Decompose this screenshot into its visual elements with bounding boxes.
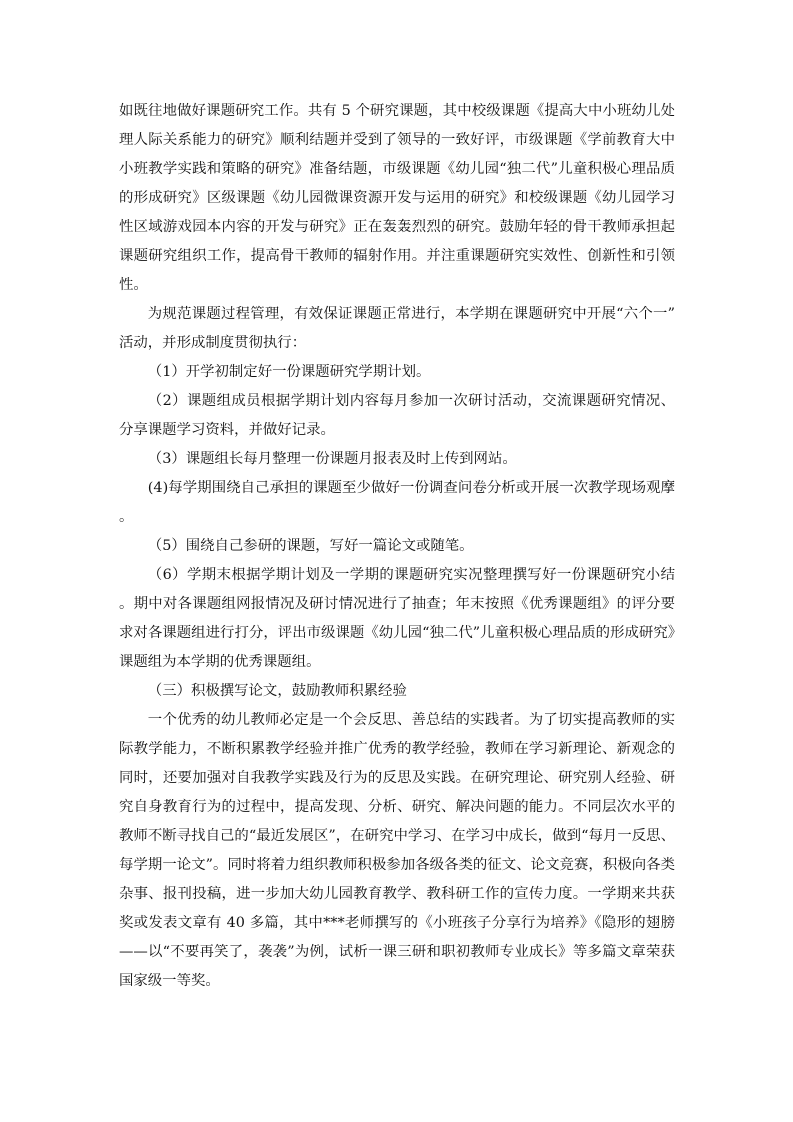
paragraph-six-ones-intro: 为规范课题过程管理，有效保证课题正常进行，本学期在课题研究中开展“六个一”活动，并形成制度贯彻执行： xyxy=(119,306,675,351)
list-item-3: （3）课题组长每月整理一份课题月报表及时上传到网站。 xyxy=(147,451,517,467)
paragraph-research-projects: 如既往地做好课题研究工作。共有 5 个研究课题，其中校级课题《提高大中小班幼儿处理人际关系能力的研究》顺利结题并受到了领导的一致好评，市级课题《学前教育大中小班教学实践和策略的研究》准备结题，市级课题《幼儿园“独二代”儿童积极心理品质的形成研究》区级课题《幼儿园微课资源开发与运用的研究》和校级课题《幼儿园学习性区域游戏园本内容的开发与研究》正在轰轰烈烈的研究。鼓励年轻的骨干教师承担起课题研究组织工作，提高骨干教师的辐射作用。并注重课题研究实效性、创新性和引领性。 xyxy=(119,103,675,293)
list-item-6: （6）学期末根据学期计划及一学期的课题研究实况整理撰写好一份课题研究小结。期中对各课题组网报情况及研讨情况进行了抽查；年末按照《优秀课题组》的评分要求对各课题组进行打分，评出市级课题《幼儿园“独二代”儿童积极心理品质的形成研究》课题组为本学期的优秀课题组。 xyxy=(119,567,675,670)
list-item-4: (4)每学期围绕自己承担的课题至少做好一份调查问卷分析或开展一次教学现场观摩。 xyxy=(119,480,675,525)
section-heading-3: （三）积极撰写论文，鼓励教师积累经验 xyxy=(147,683,407,699)
list-item-1: （1）开学初制定好一份课题研究学期计划。 xyxy=(147,364,431,380)
list-item-2: （2）课题组成员根据学期计划内容每月参加一次研讨活动，交流课题研究情况、分享课题学习资料，并做好记录。 xyxy=(119,393,675,438)
list-item-5: （5）围绕自己参研的课题，写好一篇论文或随笔。 xyxy=(147,538,474,554)
paragraph-paper-writing: 一个优秀的幼儿教师必定是一个会反思、善总结的实践者。为了切实提高教师的实际教学能力，不断积累教学经验并推广优秀的教学经验，教师在学习新理论、新观念的同时，还要加强对自我教学实践及行为的反思及实践。在研究理论、研究别人经验、研究自身教育行为的过程中，提高发现、分析、研究、解决问题的能力。不同层次水平的教师不断寻找自己的“最近发展区”，在研究中学习、在学习中成长，做到“每月一反思、每学期一论文”。同时将着力组织教师积极参加各级各类的征文、论文竞赛，积极向各类杂事、报刊投稿，进一步加大幼儿园教育教学、教科研工作的宣传力度。一学期来共获奖或发表文章有 40 多篇，其中***老师撰写的《小班孩子分享行为培养》《隐形的翅膀——以“不要再笑了，袭袭”为例，试析一课三研和职初教师专业成长》等多篇文章荣获国家级一等奖。 xyxy=(119,712,675,989)
document-body xyxy=(119,97,675,996)
